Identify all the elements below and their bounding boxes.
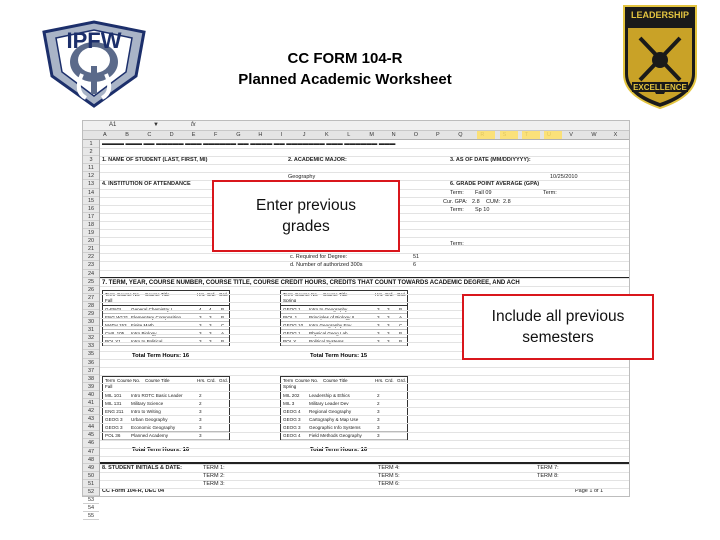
course-number[interactable]: GEOG 3 [283, 425, 301, 430]
formula-bar [83, 121, 629, 131]
name-label: 1. NAME OF STUDENT (LAST, FIRST, MI) [102, 157, 208, 163]
hours[interactable]: 3 [377, 331, 380, 336]
column-heading: Course No. [295, 378, 319, 383]
instructions-text: ▬▬▬▬ ▬▬▬ ▬▬ ▬▬▬▬▬ ▬▬▬ ▬▬▬▬▬▬ ▬▬ ▬▬▬▬ ▬▬ ▬▬▬▬▬▬▬ ▬▬▬ ▬▬▬▬▬▬ ▬▬▬ [102, 141, 396, 147]
column-header[interactable]: K [325, 132, 329, 138]
column-heading: Term [283, 378, 294, 383]
column-heading: Crd. [207, 378, 216, 383]
course-title[interactable]: Intro Biology [131, 331, 157, 336]
column-heading: Course Title [323, 292, 348, 297]
column-header[interactable]: J [302, 132, 306, 138]
hours[interactable]: 3 [377, 339, 380, 344]
grade[interactable]: B [399, 331, 403, 336]
hours[interactable]: 3 [377, 425, 380, 430]
grid-line [100, 261, 629, 262]
row-number[interactable]: 46 [83, 439, 99, 447]
required-degree-label: c. Required for Degree: [290, 254, 348, 260]
required-degree-value[interactable]: 51 [413, 254, 420, 260]
total-term-hours: Total Term Hours: 16 [132, 447, 190, 453]
term-line-5[interactable]: TERM 5: [378, 473, 400, 479]
row-number[interactable]: 32 [83, 334, 99, 342]
term-name: Spring [283, 298, 297, 303]
callout-right-line-1: Include all previous [491, 308, 625, 325]
cur-gpa-label: Cur. GPA: [443, 199, 468, 205]
column-heading: Course No. [117, 292, 141, 297]
hours[interactable]: 3 [377, 409, 380, 414]
column-header[interactable]: Q [458, 132, 463, 138]
grid-line [100, 156, 629, 157]
row-number[interactable]: 30 [83, 318, 99, 326]
callout-left-line-2: grades [282, 218, 330, 235]
course-number[interactable]: MIL 3 [283, 401, 295, 406]
course-number[interactable]: GEOG 4 [283, 409, 301, 414]
highlighted-column-header [500, 131, 518, 139]
course-table-header [281, 377, 407, 392]
authorized-value[interactable]: 6 [413, 262, 417, 268]
row-number[interactable]: 40 [83, 391, 99, 399]
row-number[interactable]: 16 [83, 205, 99, 213]
course-number[interactable]: GEOG 3 [283, 417, 301, 422]
row-number[interactable]: 37 [83, 367, 99, 375]
title-line-2: Planned Academic Worksheet [238, 71, 452, 88]
credits[interactable]: 3 [387, 323, 390, 328]
grid-line [100, 391, 629, 392]
term-line-8[interactable]: TERM 8: [537, 473, 559, 479]
course-table-header [103, 377, 229, 392]
row-number[interactable]: 14 [83, 189, 99, 197]
column-header[interactable]: W [591, 132, 597, 138]
grid-line [100, 407, 629, 408]
column-header[interactable]: P [436, 132, 440, 138]
row-number[interactable]: 41 [83, 399, 99, 407]
course-title[interactable]: Economic Geography [131, 425, 176, 430]
grid-line [100, 399, 629, 400]
column-heading: Course No. [117, 378, 141, 383]
footer-page: Page 1 of 1 [575, 488, 604, 494]
course-title[interactable]: Political Systems [309, 339, 344, 344]
highlighted-column-header [477, 131, 495, 139]
column-heading: Crd. [385, 292, 394, 297]
grid-line [100, 172, 629, 173]
hours[interactable]: 3 [377, 433, 380, 438]
callout-right-line-2: semesters [522, 329, 594, 346]
row-number[interactable]: 17 [83, 213, 99, 221]
credits[interactable]: 3 [387, 331, 390, 336]
course-title[interactable]: Intro to Writing [131, 409, 161, 414]
row-number[interactable]: 31 [83, 326, 99, 334]
course-number[interactable]: POL Y [283, 339, 297, 344]
grid-line [100, 375, 629, 376]
row-number[interactable]: 55 [83, 512, 99, 520]
column-heading: Course Title [323, 378, 348, 383]
course-title[interactable]: General Chemistry I [131, 307, 172, 312]
course-title[interactable]: Finite Math [131, 323, 154, 328]
major-value[interactable]: Geography [288, 174, 316, 180]
row-number[interactable]: 1 [83, 140, 99, 148]
credits[interactable]: 3 [387, 307, 390, 312]
credits[interactable]: 3 [209, 331, 212, 336]
course-title[interactable]: Elementary Composition [131, 315, 182, 320]
grade[interactable]: B [221, 315, 225, 320]
column-heading: Course Title [145, 292, 170, 297]
cur-gpa-value[interactable]: 2.8 [472, 199, 480, 205]
grid-line [100, 432, 629, 433]
course-title[interactable]: Military Leader Dev [309, 401, 349, 406]
grid-line [100, 164, 629, 165]
title-line-1: CC FORM 104-R [287, 50, 403, 67]
term-line-7[interactable]: TERM 7: [537, 465, 559, 471]
course-number[interactable]: MIL 202 [283, 393, 300, 398]
course-title[interactable]: Military Science [131, 401, 164, 406]
date-label: 3. AS OF DATE (MM/DD/YYYY): [450, 157, 531, 163]
course-title[interactable]: Leadership & Ethics [309, 393, 350, 398]
course-number[interactable]: POL Y1 [105, 339, 121, 344]
grid-line [100, 253, 629, 254]
hours[interactable]: 3 [377, 307, 380, 312]
grid-line [100, 480, 629, 481]
grid-line [100, 464, 629, 465]
total-term-hours: Total Term Hours: 16 [132, 353, 190, 359]
grid-line [100, 472, 629, 473]
column-heading: Course No. [295, 292, 319, 297]
logo-right-top-text: LEADERSHIP [630, 10, 690, 20]
hours[interactable]: 2 [377, 393, 380, 398]
row-number[interactable]: 29 [83, 310, 99, 318]
course-title[interactable]: Field Methods Geography [309, 433, 362, 438]
hours[interactable]: 3 [377, 323, 380, 328]
credits[interactable]: 3 [209, 323, 212, 328]
hours[interactable]: 2 [199, 393, 202, 398]
grid-line [100, 440, 629, 441]
column-heading: Course Title [145, 378, 170, 383]
course-number[interactable]: GEOG 10 [283, 323, 304, 328]
column-heading: Crd. [385, 378, 394, 383]
hours[interactable]: 3 [377, 315, 380, 320]
function-icon[interactable]: fx [191, 122, 196, 128]
term-name: Fall [105, 298, 113, 303]
hours[interactable]: 3 [199, 417, 202, 422]
course-number[interactable]: ENG 211 [105, 409, 124, 414]
column-header[interactable]: B [125, 132, 129, 138]
term-line-3[interactable]: TERM 3: [203, 481, 225, 487]
hours[interactable]: 3 [199, 339, 202, 344]
column-header[interactable]: I [280, 132, 283, 138]
course-title[interactable]: Urban Geography [131, 417, 168, 422]
column-heading: Hrs. [197, 292, 206, 297]
column-header[interactable]: A [103, 132, 107, 138]
row-number[interactable]: 42 [83, 407, 99, 415]
row-number[interactable]: 11 [83, 164, 99, 172]
row-number[interactable]: 12 [83, 172, 99, 180]
row-number[interactable]: 2 [83, 148, 99, 156]
row-number[interactable]: 38 [83, 375, 99, 383]
callout-left-line-1: Enter previous [256, 197, 356, 214]
section-7-header: 7. TERM, YEAR, COURSE NUMBER, COURSE TITLE, COURSE CREDIT HOURS, CREDITS THAT COUNT TOWARDS ACADEMIC DEGREE, AND ACH [102, 280, 520, 286]
course-title[interactable]: Physical Geog Lab [309, 331, 348, 336]
footer-form-id: CC Form 104-R, DEC 04 [102, 488, 165, 494]
hours[interactable]: 3 [199, 315, 202, 320]
row-number[interactable]: 48 [83, 456, 99, 464]
column-heading: Term [105, 292, 116, 297]
course-title[interactable]: Principles of Biology II [309, 315, 355, 320]
credits[interactable]: 3 [209, 339, 212, 344]
grade[interactable]: A [221, 331, 225, 336]
column-heading: Grd. [397, 292, 406, 297]
credits[interactable]: 3 [387, 339, 390, 344]
course-number[interactable]: GEOG 4 [283, 433, 301, 438]
column-header[interactable]: N [391, 132, 396, 138]
column-header[interactable]: L [347, 132, 351, 138]
term-label-1: Term: [450, 190, 464, 196]
leadership-excellence-logo [622, 4, 698, 110]
row-numbers [83, 140, 100, 520]
course-title[interactable]: Geographic Info Systems [309, 425, 361, 430]
term-line-1[interactable]: TERM 1: [203, 465, 225, 471]
hours[interactable]: 2 [199, 401, 202, 406]
column-heading: Hrs. [197, 378, 206, 383]
grid-line [100, 270, 629, 271]
hours[interactable]: 3 [199, 409, 202, 414]
row-number[interactable]: 45 [83, 431, 99, 439]
term-line-2[interactable]: TERM 2: [203, 473, 225, 479]
hours[interactable]: 3 [199, 331, 202, 336]
grid-line [100, 448, 629, 449]
row-number[interactable]: 13 [83, 180, 99, 188]
grade[interactable]: B [399, 307, 403, 312]
course-number[interactable]: ENG W131 [105, 315, 129, 320]
grid-line [100, 367, 629, 368]
gpa-label: 6. GRADE POINT AVERAGE (GPA) [450, 181, 540, 187]
credits[interactable]: 3 [209, 315, 212, 320]
row-number[interactable]: 21 [83, 245, 99, 253]
term-value-2[interactable]: Sp 10 [475, 207, 490, 213]
hours[interactable]: 3 [199, 425, 202, 430]
grade[interactable]: B [399, 339, 403, 344]
highlighted-column-header [522, 131, 540, 139]
row-number[interactable]: 50 [83, 472, 99, 480]
callout-enter-grades [212, 180, 400, 252]
row-number[interactable]: 20 [83, 237, 99, 245]
course-title[interactable]: Planned Academy [131, 433, 169, 438]
column-heading: Term [105, 378, 116, 383]
row-number[interactable]: 39 [83, 383, 99, 391]
total-term-hours: Total Term Hours: 15 [310, 353, 368, 359]
grid-line [100, 415, 629, 416]
column-heading: Grd. [397, 378, 406, 383]
row-number[interactable]: 22 [83, 253, 99, 261]
section-8-header: 8. STUDENT INITIALS & DATE: [102, 465, 182, 471]
course-title[interactable]: Intro ROTC Basic Leader [131, 393, 183, 398]
course-number[interactable]: MIL 101 [105, 393, 122, 398]
row-number[interactable]: 24 [83, 270, 99, 278]
course-title[interactable]: Intro Geography Env. [309, 323, 353, 328]
grade[interactable]: C [399, 323, 403, 328]
grade[interactable]: B [221, 307, 225, 312]
row-number[interactable]: 33 [83, 342, 99, 350]
course-title[interactable]: Intro to Political [131, 339, 163, 344]
grid-line [100, 423, 629, 424]
term-label-2: Term: [450, 207, 464, 213]
term-line-4[interactable]: TERM 4: [378, 465, 400, 471]
logo-left-text: IPFW [66, 28, 122, 53]
credits[interactable]: 4 [209, 307, 212, 312]
term-name: Fall [105, 384, 113, 389]
course-number[interactable]: GEOG 1 [283, 331, 301, 336]
column-header[interactable]: M [369, 132, 374, 138]
row-number[interactable]: 3 [83, 156, 99, 164]
row-number[interactable]: 36 [83, 359, 99, 367]
row-number[interactable]: 53 [83, 496, 99, 504]
date-value[interactable]: 10/25/2010 [550, 174, 578, 180]
column-header[interactable]: O [413, 132, 419, 138]
row-number[interactable]: 44 [83, 423, 99, 431]
cum-value[interactable]: 2.8 [503, 199, 511, 205]
hours[interactable]: 3 [199, 433, 202, 438]
institution-label: 4. INSTITUTION OF ATTENDANCE [102, 181, 191, 187]
slide-title [160, 48, 530, 90]
major-label: 2. ACADEMIC MAJOR: [288, 157, 347, 163]
course-number[interactable]: GEOG 3 [105, 425, 123, 430]
grid-line [100, 278, 629, 279]
grade[interactable]: A [399, 315, 403, 320]
course-number[interactable]: BIOL 1 [283, 315, 298, 320]
term-value-1[interactable]: Fall 09 [475, 190, 492, 196]
cum-label: CUM: [486, 199, 501, 205]
column-header[interactable]: G [236, 132, 241, 138]
grid-line [100, 383, 629, 384]
course-number[interactable]: GEOG 3 [105, 417, 123, 422]
callout-include-semesters [462, 294, 654, 360]
row-number[interactable]: 43 [83, 415, 99, 423]
name-box-dropdown-icon[interactable]: ▼ [153, 122, 159, 128]
course-number[interactable]: GEOG 1 [283, 307, 301, 312]
column-header[interactable]: H [258, 132, 263, 138]
row-number[interactable]: 51 [83, 480, 99, 488]
hours[interactable]: 2 [377, 401, 380, 406]
authorized-label: d. Number of authorized 300s [290, 262, 363, 268]
ipfw-mastodon-logo [38, 18, 150, 110]
row-number[interactable]: 54 [83, 504, 99, 512]
row-number[interactable]: 49 [83, 464, 99, 472]
row-number[interactable]: 35 [83, 350, 99, 358]
term-line-6[interactable]: TERM 6: [378, 481, 400, 487]
total-term-hours: Total Term Hours: 16 [310, 447, 368, 453]
course-number[interactable]: G-ENGL [105, 307, 123, 312]
row-number[interactable]: 23 [83, 261, 99, 269]
column-header[interactable]: D [169, 132, 174, 138]
column-header[interactable]: V [569, 132, 573, 138]
course-number[interactable]: CHIL 105 [105, 331, 125, 336]
row-number[interactable]: 15 [83, 197, 99, 205]
course-number[interactable]: MATH 153 [105, 323, 127, 328]
row-number[interactable]: 18 [83, 221, 99, 229]
grid-line [100, 488, 629, 489]
column-heading: Crd. [207, 292, 216, 297]
course-number[interactable]: POL 36 [105, 433, 121, 438]
column-heading: Term [283, 292, 294, 297]
row-number[interactable]: 27 [83, 294, 99, 302]
hours[interactable]: 3 [199, 323, 202, 328]
logo-right-bottom-text: EXCELLENCE [633, 83, 687, 92]
highlighted-column-header [544, 131, 562, 139]
hours[interactable]: 3 [377, 417, 380, 422]
course-number[interactable]: MIL 131 [105, 401, 122, 406]
column-heading: Hrs. [375, 292, 384, 297]
course-title[interactable]: Intro to Geography [309, 307, 348, 312]
column-heading: Grd. [219, 292, 228, 297]
grade[interactable]: C [221, 323, 225, 328]
grid-line [100, 148, 629, 149]
column-header[interactable]: C [147, 132, 152, 138]
row-number[interactable]: 47 [83, 448, 99, 456]
course-title[interactable]: Regional Geography [309, 409, 352, 414]
grade[interactable]: B [221, 339, 225, 344]
credits[interactable]: 3 [387, 315, 390, 320]
column-header[interactable]: F [214, 132, 218, 138]
term-label-3: Term: [543, 190, 557, 196]
hours[interactable]: 4 [199, 307, 202, 312]
column-heading: Grd. [219, 378, 228, 383]
term-label-4: Term: [450, 241, 464, 247]
row-number[interactable]: 25 [83, 278, 99, 286]
course-title[interactable]: Cartography & Map Use [309, 417, 359, 422]
row-number[interactable]: 19 [83, 229, 99, 237]
grid-line [100, 456, 629, 457]
column-header[interactable]: E [191, 132, 196, 138]
cell-reference[interactable]: A1 [109, 122, 117, 128]
row-number[interactable]: 52 [83, 488, 99, 496]
row-number[interactable]: 26 [83, 286, 99, 294]
row-number[interactable]: 28 [83, 302, 99, 310]
grid-line [100, 286, 629, 287]
column-header[interactable]: X [613, 132, 618, 138]
column-heading: Hrs. [375, 378, 384, 383]
term-name: Spring [283, 384, 297, 389]
